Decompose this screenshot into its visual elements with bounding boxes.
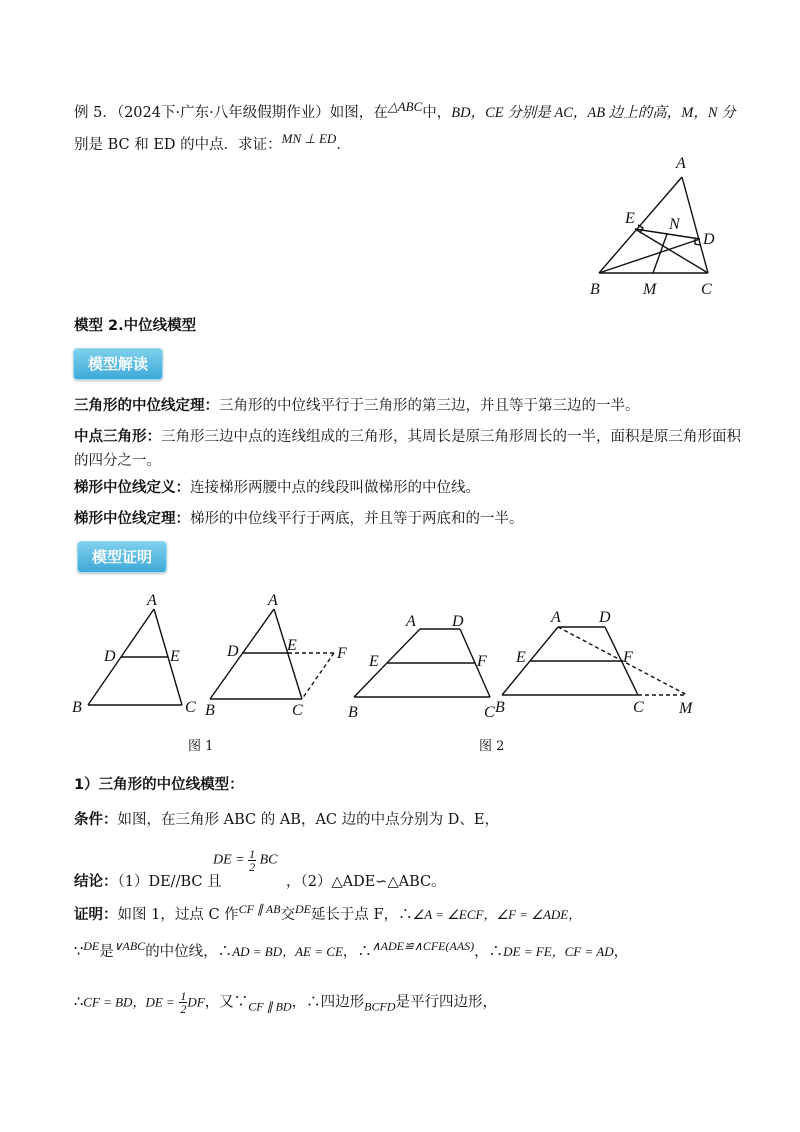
def-term: 中点三角形：: [74, 429, 161, 445]
proof-label: 证明：: [74, 906, 118, 923]
fraction-denominator: 2: [249, 860, 256, 874]
label-b: B: [205, 702, 215, 718]
def-term: 梯形中位线定理：: [74, 511, 190, 527]
goal-statement: MN ⊥ ED: [281, 131, 337, 146]
fraction-numerator: 1: [180, 989, 187, 1003]
proof-formula: ∨ABC: [113, 939, 146, 953]
label-m: M: [643, 281, 657, 298]
label-a: A: [147, 592, 157, 609]
proof-formula: CF ∥ BD: [248, 999, 292, 1014]
proof-text: 如图 1，过点 C 作: [117, 906, 239, 923]
proof-formula: CF = BD，DE =: [83, 994, 175, 1010]
fraction-half: [248, 848, 256, 873]
proof-formula: CF ∥ AB: [238, 902, 281, 916]
example-line-2: [74, 129, 351, 155]
def-text: 梯形的中位线平行于两底，并且等于两底和的一半。: [190, 511, 524, 527]
def-midpoint-triangle-cont: 的四分之一。: [74, 453, 161, 469]
def-trapezoid-theorem: [74, 509, 524, 529]
proof-formula: ∠A = ∠ECF，∠F = ∠ADE，: [412, 906, 582, 922]
proof-text: 是: [99, 943, 114, 960]
def-trapezoid-midline: [74, 478, 480, 498]
def-term: 三角形的中位线定理：: [74, 398, 219, 414]
proof-text: ，∴四边形: [291, 994, 365, 1011]
proof-text: ，: [613, 943, 629, 960]
conclusion-part-1: （1）DE//BC 且: [117, 874, 222, 890]
label-d: D: [104, 648, 116, 665]
triangle-abc: △ABC: [387, 99, 423, 114]
proof-text: 的中位线，∴: [145, 943, 233, 960]
condition-line: [74, 810, 499, 830]
formula-de-half-bc: [213, 848, 278, 873]
proof-formula: DE: [294, 902, 311, 916]
formula-left: DE =: [213, 852, 245, 868]
badge-model-interpret: 模型解读: [73, 348, 163, 380]
example-heights: BD，CE 分别是 AC，AB 边上的高，M，N 分: [451, 104, 736, 121]
label-e: E: [625, 210, 635, 227]
proof-formula: BCFD: [364, 999, 396, 1014]
proof-text: 交: [280, 906, 295, 923]
proof-text: 是平行四边形，: [395, 994, 497, 1011]
example-intro: 例 5．（2024下·广东·八年级假期作业）如图，在: [74, 104, 388, 121]
label-e: E: [170, 648, 180, 665]
example-figure: [585, 152, 725, 302]
label-e: E: [287, 637, 297, 654]
label-c: C: [185, 699, 196, 716]
segment-ed: [635, 229, 700, 239]
label-m: M: [679, 700, 693, 717]
label-c: C: [701, 281, 712, 298]
section-1-title: 1）三角形的中位线模型：: [74, 777, 244, 793]
proof-text: ，又∵: [204, 994, 249, 1011]
proof-formula: DE = FE，CF = AD: [503, 943, 614, 959]
model-title: 模型 2.中位线模型: [74, 318, 197, 334]
proof-formula: DE: [83, 939, 100, 953]
label-b: B: [348, 704, 358, 720]
condition-label: 条件：: [74, 812, 118, 828]
label-a: A: [406, 613, 416, 630]
proof-text: ∵: [74, 943, 84, 960]
def-text: 连接梯形两腰中点的线段叫做梯形的中位线。: [190, 480, 480, 496]
label-b: B: [495, 699, 505, 716]
figure-1b: [200, 588, 360, 718]
proof-text: ，∴: [342, 943, 372, 960]
figure-2b: [495, 600, 710, 720]
conclusion-line: [74, 872, 222, 892]
label-d: D: [599, 609, 611, 626]
label-a: A: [268, 592, 278, 609]
side-ac: [682, 177, 708, 273]
figure-1a: [68, 588, 208, 718]
caption-figure-2: 图 2: [479, 739, 505, 754]
label-d: D: [227, 643, 239, 660]
label-f: F: [337, 645, 347, 662]
proof-text: 延长于点 F，∴: [310, 906, 413, 923]
goal-end: ．: [336, 136, 351, 153]
label-a: A: [551, 609, 561, 626]
proof-formula: ∧ADE≌∧CFE(AAS): [371, 939, 475, 953]
label-c: C: [292, 702, 303, 718]
def-text: 三角形三边中点的连线组成的三角形，其周长是原三角形周长的一半，面积是原三角形面积: [161, 429, 741, 445]
label-f: F: [623, 649, 633, 666]
label-a: A: [676, 155, 686, 172]
formula-right: BC: [259, 852, 278, 868]
conclusion-part-2: ，（2）△ADE∽△ABC。: [286, 874, 446, 890]
label-d: D: [703, 231, 715, 248]
height-ce: [635, 229, 708, 273]
proof-formula: DF: [187, 994, 205, 1010]
label-c: C: [633, 699, 644, 716]
def-term: 梯形中位线定义：: [74, 480, 190, 496]
example-text: 中，: [422, 104, 452, 121]
def-midpoint-triangle: [74, 427, 741, 447]
figure-2a: [340, 605, 505, 720]
label-f: F: [477, 653, 487, 670]
label-n: N: [669, 216, 680, 233]
condition-text: 如图，在三角形 ABC 的 AB，AC 边的中点分别为 D、E，: [117, 812, 499, 828]
proof-line-3: [74, 990, 497, 1016]
proof-line-2: [74, 936, 628, 962]
label-b: B: [72, 699, 82, 716]
caption-figure-1: 图 1: [188, 739, 214, 754]
fraction-numerator: 1: [249, 847, 256, 861]
label-e: E: [516, 649, 526, 666]
proof-text: ∴: [74, 994, 84, 1011]
example-prove: 别是 BC 和 ED 的中点．求证：: [74, 136, 282, 153]
def-midline-theorem: [74, 396, 640, 416]
proof-text: ，∴: [474, 943, 504, 960]
label-d: D: [452, 613, 464, 630]
proof-formula: AD = BD，AE = CE: [232, 943, 343, 959]
badge-model-proof: 模型证明: [77, 541, 167, 573]
proof-line-1: [74, 899, 581, 925]
example-line-1: [74, 97, 736, 123]
fraction-denominator: 2: [180, 1002, 187, 1016]
label-b: B: [590, 281, 600, 298]
def-text: 三角形的中位线平行于三角形的第三边，并且等于第三边的一半。: [219, 398, 640, 414]
label-e: E: [369, 653, 379, 670]
label-c: C: [484, 704, 495, 720]
conclusion-label: 结论：: [74, 874, 118, 890]
